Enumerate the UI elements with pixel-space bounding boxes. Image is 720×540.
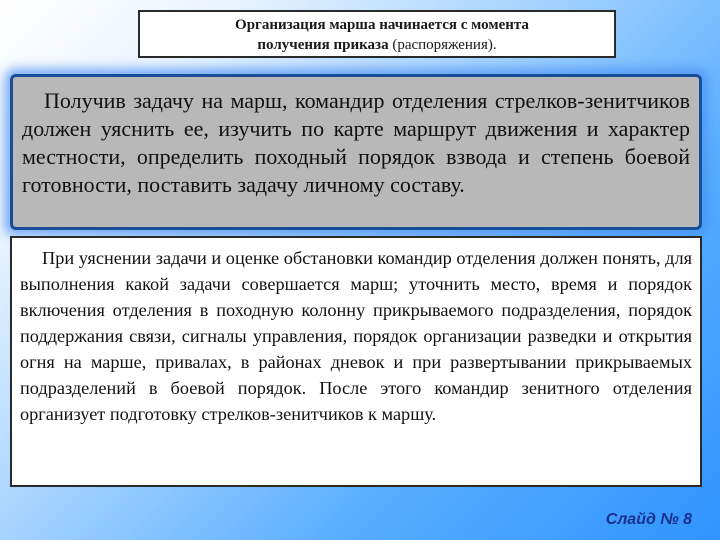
detail-panel — [10, 236, 702, 487]
title-bold-part: получения приказа — [257, 37, 389, 53]
title-normal-part: (распоряжения). — [388, 37, 497, 53]
detail-paragraph: При уяснении задачи и оценке обстановки командир отделения должен понять, для выполнения какой задачи совершается марш; уточнить место, время и порядок включения отделения в походную колонну прикрываемого подразделения, порядок поддержания связи, сигналы управления, порядок организации разведки и открытия огня на марше, привалах, в районах дневок и при развертывании прикрываемых подразделений в боевой порядок. После этого командир зенитного отделения организует подготовку стрелков-зенитчиков к маршу. — [20, 248, 692, 424]
highlight-paragraph: Получив задачу на марш, командир отделения стрелков-зенитчиков должен уяснить ее, изучить по карте маршрут движения и характер местности, определить походный порядок взвода и степень боевой готовности, поставить задачу личному составу. — [22, 88, 690, 197]
title-line-1: Организация марша начинается с момента — [235, 17, 529, 33]
slide-number: Слайд № 8 — [605, 511, 692, 528]
slide-title — [138, 10, 616, 58]
title-line-2 — [140, 35, 614, 55]
highlight-panel — [10, 74, 702, 230]
